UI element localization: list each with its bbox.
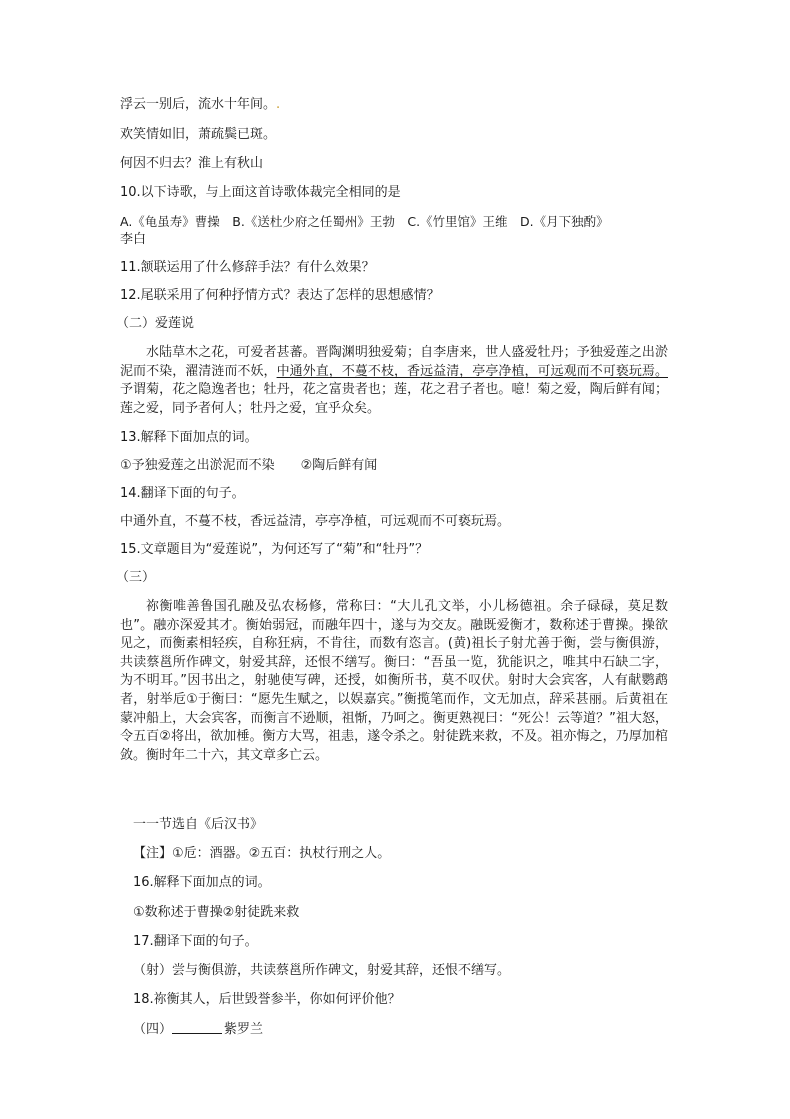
section-3-passage: 祢衡唯善鲁国孔融及弘农杨修，常称曰：“大儿孔文举，小儿杨德祖。余子碌碌，莫足数也”。融亦深爱其才。衡始弱冠，而融年四十，遂与为交友。融既爱衡才，数称述于曹操。操欲见之，而衡素相轻疾，自称狂病，不肯往，而数有恣言。(黄)祖长子射尤善于衡，尝与衡俱游，共读蔡邕所作碑文，射爱其辞，还恨不缮写。衡曰：“吾虽一览，犹能识之，唯其中石缺二字，为不明耳。”因书出之，射驰使写碑，还授，如衡所书，莫不叹伏。射时大会宾客，人有献鹦鹉者，射举卮①于衡曰：“愿先生赋之，以娱嘉宾。”衡揽笔而作，文无加点，辞采甚丽。后黄祖在蒙冲船上，大会宾客，而衡言不逊顺，祖惭，乃呵之。衡更熟视曰：“死公！云等道？”祖大怒，令五百②将出，欲加棰。衡方大骂，祖恚，遂令杀之。射徒跣来救，不及。祖亦悔之，乃厚加棺敛。衡时年二十六，其文章多亡云。 — [120, 599, 668, 763]
question-10-options: A.《龟虽寿》曹操 B.《送杜少府之任蜀州》王勃 C.《竹里馆》王维 D.《月下独酌》 — [120, 214, 609, 229]
section-2-passage: 水陆草木之花，可爱者甚蕃。晋陶渊明独爱菊；自李唐来，世人盛爱牡丹；予独爱莲之出淤泥而不染，濯清涟而不妖，中通外直，不蔓不枝，香远益清，亭亭净植，可远观而不可亵玩焉。予谓菊，花之隐逸者也；牡丹，花之富贵者也；莲，花之君子者也。噫！菊之爱，陶后鲜有闻；莲之爱，同予者何人；牡丹之爱，宜乎众矣。 — [120, 345, 668, 416]
stray-dot: . — [276, 97, 281, 112]
poem-line-1: 浮云一别后，流水十年间。. — [120, 97, 281, 112]
question-17: 17.翻译下面的句子。 — [133, 934, 258, 949]
question-11: 11.颔联运用了什么修辞手法？有什么效果？ — [120, 260, 375, 275]
question-14: 14.翻译下面的句子。 — [120, 486, 245, 501]
question-10: 10.以下诗歌，与上面这首诗歌体裁完全相同的是 — [120, 185, 401, 200]
poem-line-2: 欢笑情如旧，萧疏鬓已斑。 — [120, 127, 277, 142]
section-3-heading: （三） — [116, 570, 156, 585]
question-17-sentence: （射）尝与衡俱游，共读蔡邕所作碑文，射爱其辞，还恨不缮写。 — [133, 963, 511, 978]
underlined-sentence: 中通外直，不蔓不枝，香远益清，亭亭净植，可远观而不可亵玩焉。 — [276, 363, 668, 379]
question-15: 15.文章题目为“爱莲说”，为何还写了“菊”和“牡丹”？ — [120, 542, 429, 557]
question-16-items: ①数称述于曹操②射徒跣来救 — [133, 905, 300, 920]
question-10-options-wrap: 李白 — [120, 232, 147, 247]
annotation-note: 【注】①卮：酒器。②五百：执杖行刑之人。 — [133, 846, 391, 861]
poem-line-3: 何因不归去？淮上有秋山 — [120, 156, 264, 171]
question-18: 18.祢衡其人，后世毁誉参半，你如何评价他？ — [133, 992, 401, 1007]
section-4-heading: （四） 紫罗兰 — [133, 1022, 264, 1037]
question-14-sentence: 中通外直，不蔓不枝，香远益清，亭亭净植，可远观而不可亵玩焉。 — [120, 514, 511, 529]
fill-in-blank — [172, 1021, 222, 1034]
question-13: 13.解释下面加点的词。 — [120, 430, 258, 445]
question-16: 16.解释下面加点的词。 — [133, 875, 271, 890]
question-12: 12.尾联采用了何种抒情方式？表达了怎样的思想感情？ — [120, 288, 440, 303]
source-line: 一一节选自《后汉书》 — [133, 817, 264, 832]
question-13-items: ①予独爱莲之出淤泥而不染 ②陶后鲜有闻 — [120, 458, 378, 473]
section-2-heading: （二）爱莲说 — [116, 316, 195, 331]
